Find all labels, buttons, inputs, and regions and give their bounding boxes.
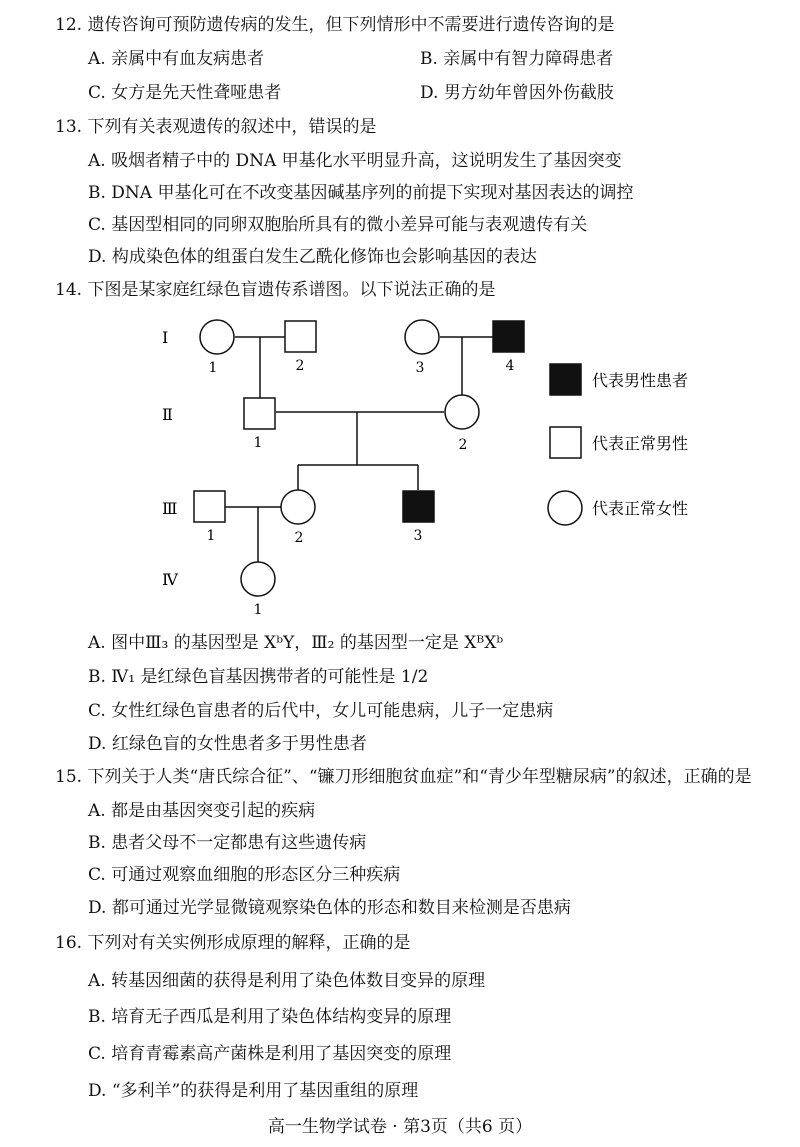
- q13-option-d: D. 构成染色体的组蛋白发生乙酰化修饰也会影响基因的表达: [88, 247, 537, 267]
- generation-label-i: Ⅰ: [162, 328, 169, 347]
- individual-number: 1: [208, 360, 218, 376]
- q12-option-d: D. 男方幼年曾因外伤截肢: [420, 83, 614, 103]
- page-footer: 高一生物学试卷 · 第3页（共6 页）: [267, 1117, 533, 1137]
- legend-affected-male-symbol: [550, 364, 581, 395]
- q12-option-a: A. 亲属中有血友病患者: [88, 49, 265, 69]
- individual-i4-affected-male: [493, 321, 524, 352]
- individual-iv1-female: [241, 562, 275, 596]
- individual-i2-male: [285, 321, 316, 352]
- legend-affected-male-label: 代表男性患者: [592, 371, 689, 390]
- q13-option-a: A. 吸烟者精子中的 DNA 甲基化水平明显升高，这说明发生了基因突变: [88, 151, 622, 171]
- q14-option-b: B. Ⅳ₁ 是红绿色盲基因携带者的可能性是 1/2: [88, 667, 429, 687]
- question-14-stem: 14. 下图是某家庭红绿色盲遗传系谱图。以下说法正确的是: [55, 280, 496, 300]
- individual-i1-female: [200, 320, 234, 354]
- legend-normal-female-symbol: [548, 491, 582, 525]
- individual-number: 3: [415, 360, 425, 376]
- individual-number: 2: [458, 437, 468, 453]
- pedigree-chart: [150, 300, 730, 620]
- legend-normal-male-symbol: [550, 427, 581, 458]
- generation-label-iii: Ⅲ: [162, 499, 178, 518]
- individual-ii1-male: [244, 398, 275, 429]
- individual-number: 2: [295, 358, 305, 374]
- individual-number: 1: [253, 602, 263, 618]
- question-15-stem: 15. 下列关于人类“唐氏综合征”、“镰刀形细胞贫血症”和“青少年型糖尿病”的叙述，正确的是: [55, 767, 752, 787]
- question-16-stem: 16. 下列对有关实例形成原理的解释，正确的是: [55, 933, 411, 953]
- q15-option-c: C. 可通过观察血细胞的形态区分三种疾病: [88, 865, 401, 885]
- question-12-stem: 12. 遗传咨询可预防遗传病的发生，但下列情形中不需要进行遗传咨询的是: [55, 15, 615, 35]
- q16-option-a: A. 转基因细菌的获得是利用了染色体数目变异的原理: [88, 971, 486, 991]
- q14-option-a: A. 图中Ⅲ₃ 的基因型是 XᵇY，Ⅲ₂ 的基因型一定是 XᴮXᵇ: [88, 633, 504, 653]
- q15-option-d: D. 都可通过光学显微镜观察染色体的形态和数目来检测是否患病: [88, 898, 571, 918]
- individual-iii2-female: [281, 490, 315, 524]
- q14-option-c: C. 女性红绿色盲患者的后代中，女儿可能患病，儿子一定患病: [88, 701, 554, 721]
- q15-option-b: B. 患者父母不一定都患有这些遗传病: [88, 833, 367, 853]
- individual-number: 1: [253, 435, 263, 451]
- legend-normal-female-label: 代表正常女性: [592, 499, 689, 518]
- individual-number: 3: [413, 528, 423, 544]
- individual-number: 1: [206, 528, 216, 544]
- q15-option-a: A. 都是由基因突变引起的疾病: [88, 801, 316, 821]
- q13-option-b: B. DNA 甲基化可在不改变基因碱基序列的前提下实现对基因表达的调控: [88, 183, 634, 203]
- individual-ii2-female: [445, 395, 479, 429]
- generation-label-ii: Ⅱ: [162, 405, 173, 424]
- q12-option-c: C. 女方是先天性聋哑患者: [88, 83, 282, 103]
- q16-option-b: B. 培育无子西瓜是利用了染色体结构变异的原理: [88, 1007, 452, 1027]
- q14-option-d: D. 红绿色盲的女性患者多于男性患者: [88, 734, 367, 754]
- legend-normal-male-label: 代表正常男性: [592, 434, 689, 453]
- generation-label-iv: Ⅳ: [162, 570, 178, 589]
- q16-option-d: D. “多利羊”的获得是利用了基因重组的原理: [88, 1081, 419, 1101]
- q16-option-c: C. 培育青霉素高产菌株是利用了基因突变的原理: [88, 1044, 452, 1064]
- question-13-stem: 13. 下列有关表观遗传的叙述中，错误的是: [55, 117, 377, 137]
- individual-number: 2: [294, 530, 304, 546]
- individual-iii3-affected-male: [403, 491, 434, 522]
- individual-number: 4: [505, 358, 515, 374]
- q13-option-c: C. 基因型相同的同卵双胞胎所具有的微小差异可能与表观遗传有关: [88, 215, 588, 235]
- individual-i3-female: [405, 320, 439, 354]
- individual-iii1-male: [194, 491, 225, 522]
- q12-option-b: B. 亲属中有智力障碍患者: [420, 49, 614, 69]
